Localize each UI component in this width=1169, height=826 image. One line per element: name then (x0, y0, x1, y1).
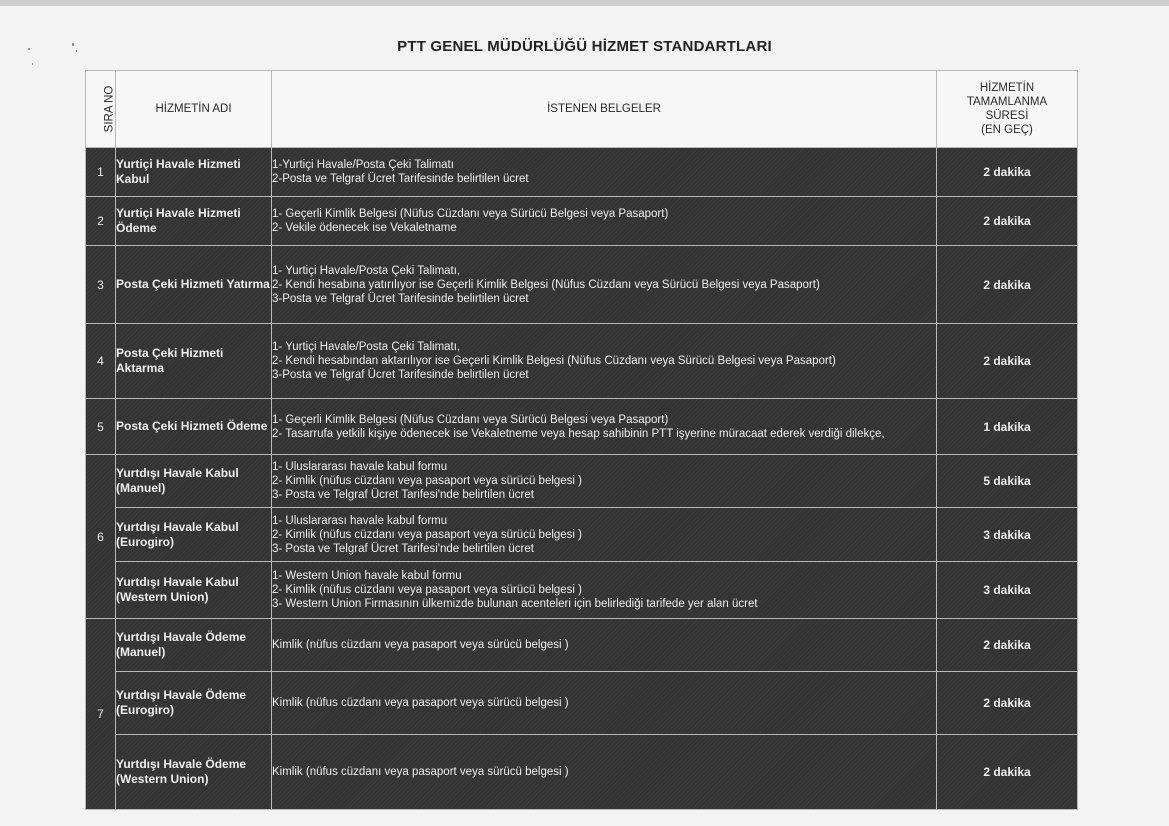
required-documents (272, 324, 937, 399)
service-name: Posta Çeki Hizmeti Aktarma (116, 324, 272, 399)
completion-time: 2 dakika (937, 672, 1078, 735)
completion-time: 2 dakika (937, 197, 1078, 246)
completion-time: 2 dakika (937, 619, 1078, 672)
required-documents (272, 455, 937, 508)
completion-time: 3 dakika (937, 508, 1078, 562)
header-sira-no (86, 71, 116, 148)
required-documents (272, 148, 937, 197)
row-number: 1 (86, 148, 116, 197)
document-item: 1- Western Union havale kabul formu (272, 570, 462, 582)
completion-time: 2 dakika (937, 148, 1078, 197)
table-row (86, 672, 1078, 735)
table-row (86, 562, 1078, 619)
header-completion-time (937, 71, 1078, 148)
header-completion-line: TAMAMLANMA (966, 96, 1048, 108)
document-item: 1- Uluslararası havale kabul formu (272, 461, 448, 473)
completion-time: 3 dakika (937, 562, 1078, 619)
document-item: 1- Yurtiçi Havale/Posta Çeki Talimatı, (272, 341, 461, 353)
document-item: 3-Posta ve Telgraf Ücret Tarifesinde belirtilen ücret (272, 369, 529, 381)
table-row (86, 508, 1078, 562)
row-number: 2 (86, 197, 116, 246)
scan-speck (32, 63, 33, 65)
row-number: 4 (86, 324, 116, 399)
document-title: PTT GENEL MÜDÜRLÜĞÜ HİZMET STANDARTLARI (397, 38, 772, 55)
document-item: 2- Kendi hesabına yatırılıyor ise Geçerli Kimlik Belgesi (Nüfus Cüzdanı veya Sürücü Belgesi veya Pasaport) (272, 278, 820, 291)
table-row (86, 399, 1078, 455)
service-name: Posta Çeki Hizmeti Yatırma (116, 246, 272, 324)
service-name: Yurtdışı Havale Kabul (Manuel) (116, 455, 272, 508)
table-row (86, 246, 1078, 324)
header-completion-line: HİZMETİN (979, 82, 1035, 94)
required-documents (272, 735, 937, 810)
row-number: 7 (86, 619, 116, 810)
document-item: 2- Tasarrufa yetkili kişiye ödenecek ise Vekaletneme veya hesap sahibinin PTT işyerine müracaat ederek verdiği dilekçe, (272, 427, 885, 440)
table-row (86, 148, 1078, 197)
completion-time: 2 dakika (937, 324, 1078, 399)
document-item: 2- Kimlik (nüfus cüzdanı veya pasaport veya sürücü belgesi ) (272, 475, 583, 487)
completion-time: 2 dakika (937, 246, 1078, 324)
service-name: Yurtiçi Havale Hizmeti Ödeme (116, 197, 272, 246)
document-item: 1-Yurtiçi Havale/Posta Çeki Talimatı (272, 159, 454, 171)
table-header-row (86, 71, 1078, 148)
document-item: Kimlik (nüfus cüzdanı veya pasaport veya sürücü belgesi ) (272, 766, 569, 778)
required-documents (272, 399, 937, 455)
required-documents (272, 672, 937, 735)
document-item: 3- Posta ve Telgraf Ücret Tarifesi'nde belirtilen ücret (272, 542, 534, 555)
document-item: 2- Kimlik (nüfus cüzdanı veya pasaport veya sürücü belgesi ) (272, 528, 583, 541)
document-item: Kimlik (nüfus cüzdanı veya pasaport veya sürücü belgesi ) (272, 697, 569, 709)
document-item: 2- Kimlik (nüfus cüzdanı veya pasaport veya sürücü belgesi ) (272, 584, 583, 596)
document-item: 2- Vekile ödenecek ise Vekaletname (272, 222, 457, 234)
service-name: Yurtdışı Havale Ödeme (Western Union) (116, 735, 272, 810)
service-name: Yurtiçi Havale Hizmeti Kabul (116, 148, 272, 197)
service-name: Yurtdışı Havale Kabul (Eurogiro) (116, 508, 272, 562)
completion-time: 1 dakika (937, 399, 1078, 455)
header-completion-line: (EN GEÇ) (981, 124, 1033, 136)
required-documents (272, 246, 937, 324)
service-name: Yurtdışı Havale Ödeme (Manuel) (116, 619, 272, 672)
required-documents (272, 619, 937, 672)
table-row (86, 619, 1078, 672)
document-item: Kimlik (nüfus cüzdanı veya pasaport veya sürücü belgesi ) (272, 639, 569, 651)
required-documents (272, 197, 937, 246)
document-item: 2- Kendi hesabından aktarılıyor ise Geçerli Kimlik Belgesi (Nüfus Cüzdanı veya Sürücü Belgesi veya Pasaport) (272, 355, 836, 367)
service-name: Posta Çeki Hizmeti Ödeme (116, 399, 272, 455)
document-item: 3- Posta ve Telgraf Ücret Tarifesi'nde belirtilen ücret (272, 489, 534, 501)
service-standards-table (85, 70, 1078, 810)
table-row (86, 324, 1078, 399)
table-row (86, 735, 1078, 810)
document-item: 2-Posta ve Telgraf Ücret Tarifesinde belirtilen ücret (272, 173, 529, 185)
table-row (86, 455, 1078, 508)
table-body (86, 148, 1078, 810)
document-item: 1- Uluslararası havale kabul formu (272, 514, 448, 527)
required-documents (272, 562, 937, 619)
document-item: 3-Posta ve Telgraf Ücret Tarifesinde belirtilen ücret (272, 292, 529, 305)
header-required-documents: İSTENEN BELGELER (272, 71, 937, 148)
row-number: 3 (86, 246, 116, 324)
document-item: 1- Yurtiçi Havale/Posta Çeki Talimatı, (272, 264, 461, 277)
document-item: 1- Geçerli Kimlik Belgesi (Nüfus Cüzdanı veya Sürücü Belgesi veya Pasaport) (272, 413, 669, 426)
required-documents (272, 508, 937, 562)
completion-time: 5 dakika (937, 455, 1078, 508)
header-completion-line: SÜRESİ (985, 110, 1029, 122)
header-sira-no-label: SIRA NO (103, 85, 116, 133)
row-number: 5 (86, 399, 116, 455)
header-service-name: HİZMETİN ADI (116, 71, 272, 148)
service-name: Yurtdışı Havale Kabul (Western Union) (116, 562, 272, 619)
scan-edge (0, 0, 1169, 6)
document-item: 1- Geçerli Kimlik Belgesi (Nüfus Cüzdanı veya Sürücü Belgesi veya Pasaport) (272, 208, 669, 220)
table-row (86, 197, 1078, 246)
completion-time: 2 dakika (937, 735, 1078, 810)
service-name: Yurtdışı Havale Ödeme (Eurogiro) (116, 672, 272, 735)
row-number: 6 (86, 455, 116, 619)
document-item: 3- Western Union Firmasının ülkemizde bulunan acenteleri için belirlediği tarifede yer alan ücret (272, 598, 758, 610)
